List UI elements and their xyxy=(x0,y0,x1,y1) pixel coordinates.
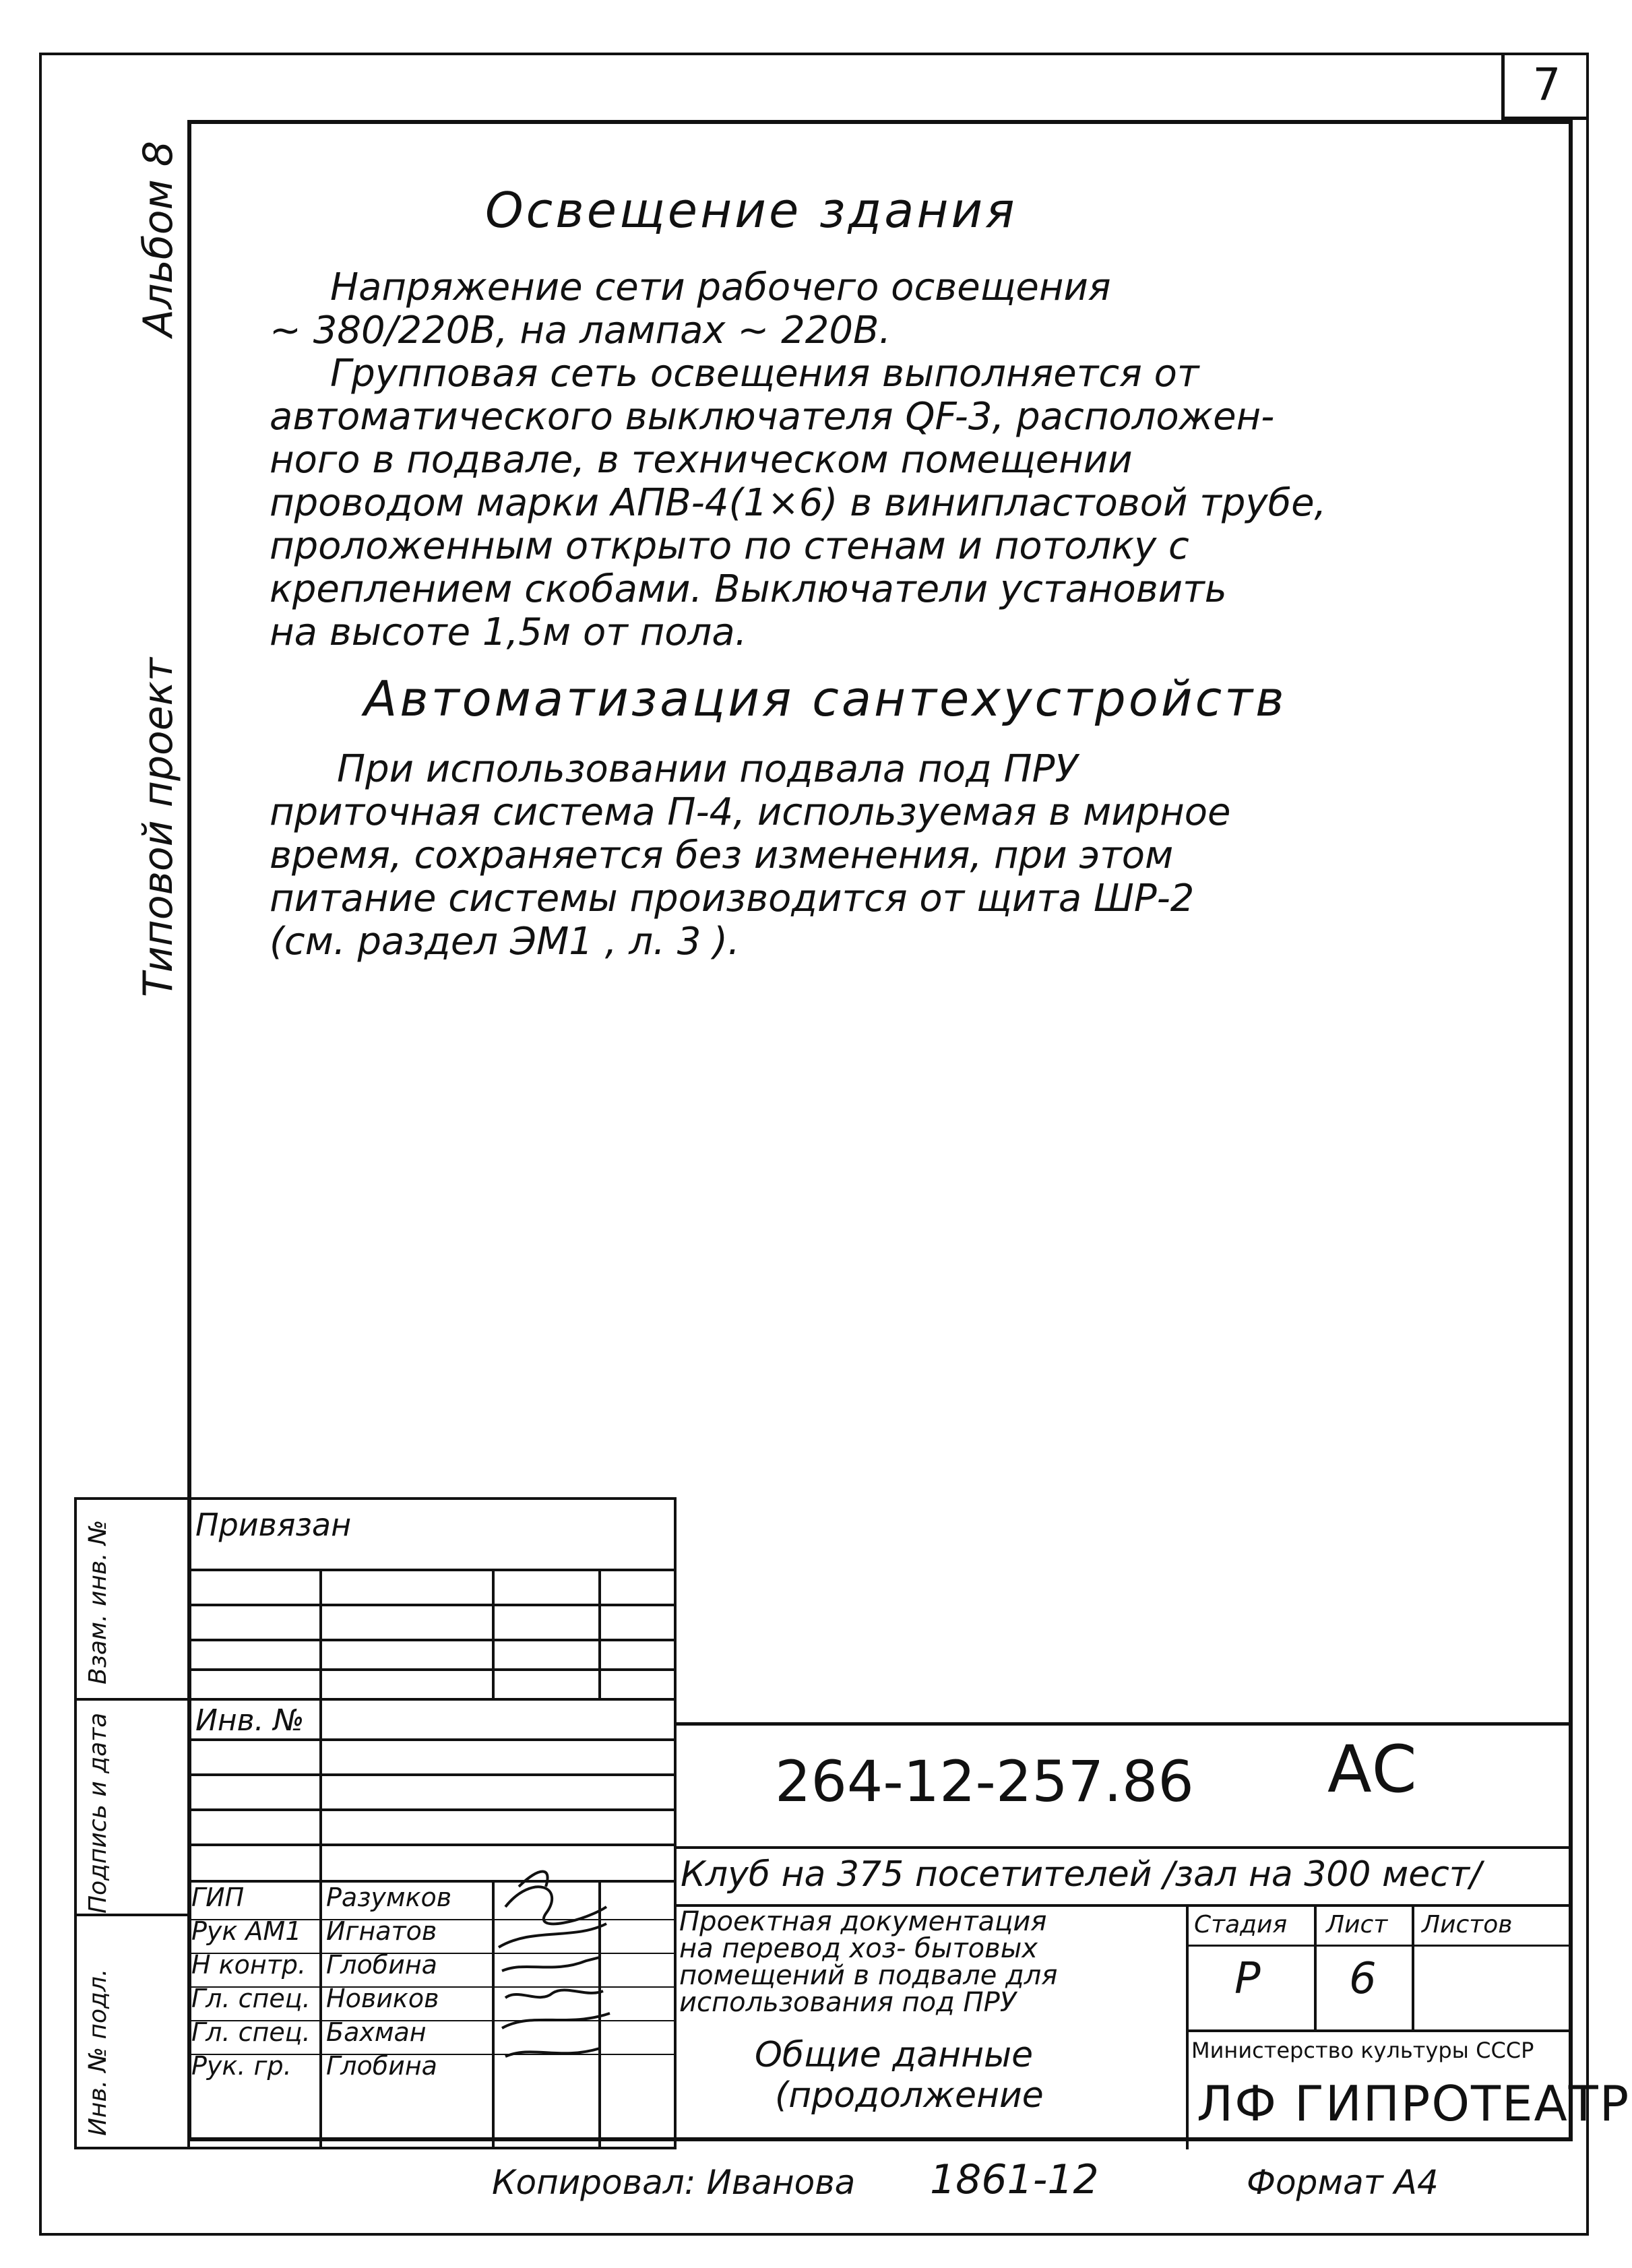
sheet-number: 7 xyxy=(1501,53,1589,120)
doc-description-line: Проектная документация xyxy=(679,1906,1047,1937)
side-podpis-data: Подпись и дата xyxy=(84,1712,112,1914)
footer-format: Формат А4 xyxy=(1247,2163,1439,2202)
text-line: проводом марки АПВ-4(1×6) в винипластовой трубе, xyxy=(270,481,1327,525)
text-line: время, сохраняется без изменения, при этом xyxy=(270,833,1174,877)
sign-name: Разумков xyxy=(326,1883,452,1912)
text-line: автоматического выключателя QF-3, расположен- xyxy=(270,395,1275,439)
section-text-lighting xyxy=(270,266,1496,654)
doc-description-line: использования под ПРУ xyxy=(679,1987,1017,2018)
signatures xyxy=(492,1860,620,2062)
text-line: проложенным открыто по стенам и потолку с xyxy=(270,524,1189,568)
doc-code: 264-12-257.86 xyxy=(775,1749,1194,1815)
text-line: Напряжение сети рабочего освещения xyxy=(330,265,1111,309)
sheets-label: Листов xyxy=(1422,1911,1513,1939)
sign-role: Гл. спец. xyxy=(191,1984,311,2013)
ministry: Министерство культуры СССР xyxy=(1191,2038,1534,2063)
sign-name: Глобина xyxy=(326,1950,437,1980)
text-line: ного в подвале, в техническом помещении xyxy=(270,438,1133,482)
footer-inv: 1861-12 xyxy=(930,2156,1099,2203)
text-line: При использовании подвала под ПРУ xyxy=(337,747,1078,791)
org-name: ЛФ ГИПРОТЕАТР xyxy=(1197,2075,1631,2132)
sheet-value: 6 xyxy=(1349,1954,1377,2004)
sign-role: Рук. гр. xyxy=(191,2051,292,2081)
side-label-album: Альбом 8 xyxy=(135,141,182,337)
section-title-lighting: Освещение здания xyxy=(485,182,1017,239)
text-line: креплением скобами. Выключатели установить xyxy=(270,567,1227,611)
side-inv-podl: Инв. № подл. xyxy=(84,1968,112,2136)
sign-name: Игнатов xyxy=(326,1916,437,1946)
footer-copied: Копировал: Иванова xyxy=(492,2163,856,2202)
text-line: питание системы производится от щита ШР-2 xyxy=(270,877,1195,920)
section-title-automation: Автоматизация сантехустройств xyxy=(364,670,1287,727)
sign-role: Н контр. xyxy=(191,1950,307,1980)
doc-description-line: на перевод хоз- бытовых xyxy=(679,1933,1038,1964)
text-line: на высоте 1,5м от пола. xyxy=(270,610,747,654)
sign-role: ГИП xyxy=(191,1883,245,1912)
doc-mark: АС xyxy=(1327,1732,1417,1807)
sign-name: Новиков xyxy=(326,1984,439,2013)
text-line: приточная система П-4, используемая в мирное xyxy=(270,790,1231,834)
text-line: ~ 380/220В, на лампах ~ 220В. xyxy=(270,309,891,352)
text-line: Групповая сеть освещения выполняется от xyxy=(330,352,1199,396)
privyazan-label: Привязан xyxy=(195,1507,352,1543)
inv-no-label: Инв. № xyxy=(195,1703,305,1738)
object-name: Клуб на 375 посетителей /зал на 300 мест/ xyxy=(681,1854,1482,1895)
sign-name: Глобина xyxy=(326,2051,437,2081)
doc-description xyxy=(679,1908,1057,2016)
side-vzam-inv: Взам. инв. № xyxy=(84,1519,112,1684)
sign-role: Рук АМ1 xyxy=(191,1916,302,1946)
side-label-project: Типовой проект xyxy=(135,658,182,997)
doc-description-line: помещений в подвале для xyxy=(679,1960,1058,1991)
section-text-automation xyxy=(270,748,1496,964)
sign-name: Бахман xyxy=(326,2017,427,2047)
sheet-label: Лист xyxy=(1326,1911,1388,1939)
sheet-subtitle: (продолжение xyxy=(775,2075,1044,2116)
stage-value: Р xyxy=(1234,1954,1261,2004)
sign-role: Гл. спец. xyxy=(191,2017,311,2047)
sheet-title: Общие данные xyxy=(755,2035,1034,2075)
text-line: (см. раздел ЭМ1 , л. 3 ). xyxy=(270,920,740,964)
stage-label: Стадия xyxy=(1194,1911,1288,1939)
